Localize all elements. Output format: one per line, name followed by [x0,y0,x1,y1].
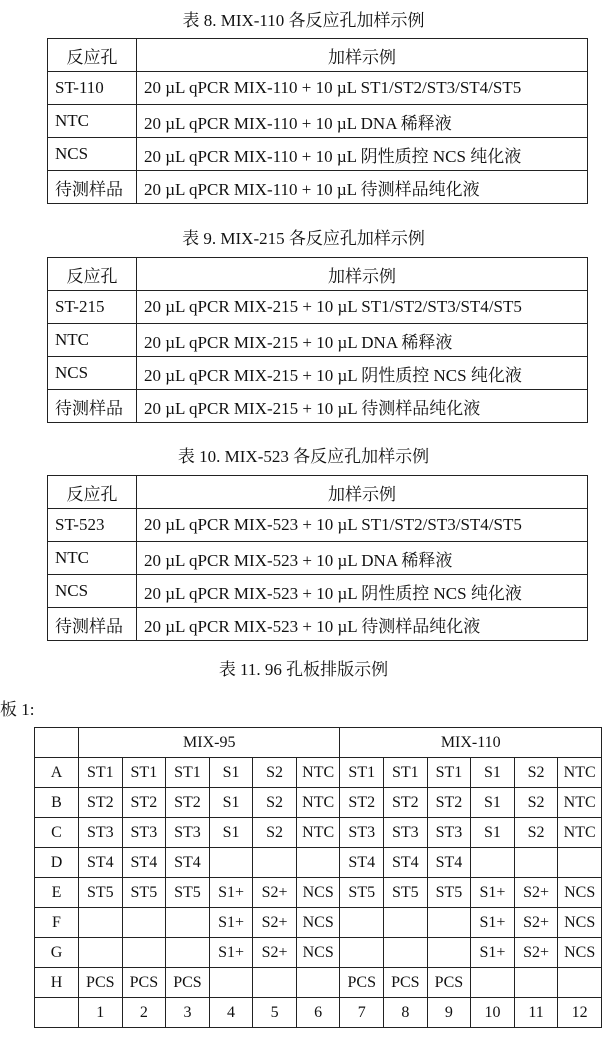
plate-well [340,938,384,968]
table-row [48,390,588,423]
plate-well: S2+ [514,878,558,908]
plate-well [558,968,602,998]
plate-well: ST5 [384,878,428,908]
table-9 [47,257,588,423]
plate-well: NCS [296,878,340,908]
plate-well: ST2 [340,788,384,818]
plate-well: ST4 [122,848,166,878]
example-cell: 20 µL qPCR MIX-110 + 10 µL 待测样品纯化液 [137,171,588,204]
plate-well [471,848,515,878]
plate-well [296,968,340,998]
plate-well: ST4 [384,848,428,878]
plate-column-number: 9 [427,998,471,1028]
well-cell: NTC [48,542,137,575]
plate-well: S1 [209,818,253,848]
header-well: 反应孔 [48,258,137,291]
plate-well: ST3 [427,818,471,848]
plate-well [79,908,123,938]
plate-well: NCS [558,908,602,938]
well-cell: ST-215 [48,291,137,324]
plate-row-label: A [35,758,79,788]
well-cell: 待测样品 [48,390,137,423]
plate-column-number: 6 [296,998,340,1028]
plate-well [296,848,340,878]
plate-well: S1+ [209,938,253,968]
plate-row [35,818,602,848]
plate-well: NCS [296,938,340,968]
plate-well: S1 [471,788,515,818]
plate-well: S2 [253,758,297,788]
plate-group-header-row [35,728,602,758]
table-row [48,509,588,542]
header-example: 加样示例 [137,258,588,291]
plate-column-number: 12 [558,998,602,1028]
table-row [48,72,588,105]
plate-well: S2+ [253,878,297,908]
plate-well [166,938,210,968]
well-cell: NTC [48,324,137,357]
plate-well: ST5 [79,878,123,908]
plate-well: S1+ [471,908,515,938]
table-8-caption: 表 8. MIX-110 各反应孔加样示例 [182,11,425,30]
plate-well: S2 [253,818,297,848]
plate-row [35,938,602,968]
plate-well: ST3 [384,818,428,848]
plate-well: PCS [122,968,166,998]
plate-well [558,848,602,878]
table-9-caption: 表 9. MIX-215 各反应孔加样示例 [182,229,425,248]
plate-layout-table [34,727,602,1028]
plate-well: NCS [558,938,602,968]
well-cell: ST-523 [48,509,137,542]
table-row [48,575,588,608]
plate-well: S1 [209,758,253,788]
plate-well: ST1 [384,758,428,788]
plate-well: ST1 [122,758,166,788]
example-cell: 20 µL qPCR MIX-215 + 10 µL DNA 稀释液 [137,324,588,357]
plate-well: ST3 [122,818,166,848]
plate-well [340,908,384,938]
plate-well: NTC [558,788,602,818]
plate-well: PCS [166,968,210,998]
plate-well [253,848,297,878]
plate-well: ST4 [79,848,123,878]
plate-row-label: G [35,938,79,968]
plate-row [35,758,602,788]
group-header-mix-95: MIX-95 [79,728,340,758]
plate-well: ST4 [166,848,210,878]
header-well: 反应孔 [48,39,137,72]
plate-well: S1+ [471,938,515,968]
plate-row-label: H [35,968,79,998]
plate-well [122,908,166,938]
plate-well: ST1 [79,758,123,788]
plate-well: S1+ [209,878,253,908]
plate-row-label: F [35,908,79,938]
plate-well: S1+ [209,908,253,938]
plate-well: ST2 [384,788,428,818]
plate-column-number-row [35,998,602,1028]
corner-cell [35,998,79,1028]
table-row [48,357,588,390]
plate-well: S1 [471,758,515,788]
plate-row-label: C [35,818,79,848]
corner-cell [35,728,79,758]
group-header-mix-110: MIX-110 [340,728,602,758]
example-cell: 20 µL qPCR MIX-523 + 10 µL ST1/ST2/ST3/ST4/ST5 [137,509,588,542]
plate-column-number: 11 [514,998,558,1028]
plate-column-number: 7 [340,998,384,1028]
table-row [48,138,588,171]
example-cell: 20 µL qPCR MIX-110 + 10 µL DNA 稀释液 [137,105,588,138]
plate-column-number: 10 [471,998,515,1028]
plate-well: ST1 [340,758,384,788]
plate-well: ST2 [122,788,166,818]
plate-well: S2+ [253,908,297,938]
plate-well: ST5 [427,878,471,908]
plate-label: 板 1: [0,700,35,719]
plate-well: ST1 [166,758,210,788]
table-10 [47,475,588,641]
plate-well: NCS [558,878,602,908]
plate-row-label: B [35,788,79,818]
header-well: 反应孔 [48,476,137,509]
table-row [48,105,588,138]
plate-well [79,938,123,968]
example-cell: 20 µL qPCR MIX-215 + 10 µL 阴性质控 NCS 纯化液 [137,357,588,390]
well-cell: NTC [48,105,137,138]
well-cell: NCS [48,575,137,608]
plate-well: ST2 [427,788,471,818]
plate-row-label: E [35,878,79,908]
plate-well: ST3 [166,818,210,848]
plate-well: S1+ [471,878,515,908]
plate-row [35,848,602,878]
table-row [48,542,588,575]
plate-well: PCS [79,968,123,998]
plate-well: S2 [514,818,558,848]
plate-well [514,968,558,998]
plate-column-number: 4 [209,998,253,1028]
plate-well: PCS [340,968,384,998]
plate-well: ST5 [122,878,166,908]
well-cell: NCS [48,357,137,390]
plate-column-number: 3 [166,998,210,1028]
plate-row [35,788,602,818]
example-cell: 20 µL qPCR MIX-110 + 10 µL 阴性质控 NCS 纯化液 [137,138,588,171]
plate-well [427,908,471,938]
plate-well: ST1 [427,758,471,788]
plate-well: NTC [558,818,602,848]
plate-well: S2 [514,788,558,818]
plate-well [253,968,297,998]
well-cell: ST-110 [48,72,137,105]
plate-well: ST5 [166,878,210,908]
plate-row [35,968,602,998]
plate-well [209,968,253,998]
plate-well: S2+ [514,908,558,938]
plate-well: S2 [253,788,297,818]
plate-well: ST3 [79,818,123,848]
plate-row [35,908,602,938]
header-example: 加样示例 [137,39,588,72]
plate-well: ST4 [340,848,384,878]
plate-column-number: 5 [253,998,297,1028]
plate-well [384,908,428,938]
plate-well [122,938,166,968]
plate-well [166,908,210,938]
table-row [48,608,588,641]
well-cell: 待测样品 [48,608,137,641]
table-11-caption: 表 11. 96 孔板排版示例 [218,660,389,679]
example-cell: 20 µL qPCR MIX-215 + 10 µL ST1/ST2/ST3/ST4/ST5 [137,291,588,324]
plate-well: ST2 [79,788,123,818]
plate-well: S1 [209,788,253,818]
header-example: 加样示例 [137,476,588,509]
plate-well [209,848,253,878]
plate-well: ST2 [166,788,210,818]
example-cell: 20 µL qPCR MIX-215 + 10 µL 待测样品纯化液 [137,390,588,423]
table-row [48,324,588,357]
plate-well: S2+ [514,938,558,968]
plate-well [427,938,471,968]
plate-well: NTC [296,788,340,818]
example-cell: 20 µL qPCR MIX-110 + 10 µL ST1/ST2/ST3/ST4/ST5 [137,72,588,105]
plate-row [35,878,602,908]
plate-well: NCS [296,908,340,938]
plate-well: S2 [514,758,558,788]
plate-well: NTC [296,818,340,848]
plate-well: PCS [384,968,428,998]
plate-row-label: D [35,848,79,878]
plate-well [384,938,428,968]
plate-well: S2+ [253,938,297,968]
plate-column-number: 1 [79,998,123,1028]
table-10-caption: 表 10. MIX-523 各反应孔加样示例 [177,447,430,466]
table-row [48,291,588,324]
plate-column-number: 2 [122,998,166,1028]
plate-well: PCS [427,968,471,998]
example-cell: 20 µL qPCR MIX-523 + 10 µL 阴性质控 NCS 纯化液 [137,575,588,608]
table-8 [47,38,588,204]
plate-well: ST4 [427,848,471,878]
example-cell: 20 µL qPCR MIX-523 + 10 µL DNA 稀释液 [137,542,588,575]
well-cell: 待测样品 [48,171,137,204]
example-cell: 20 µL qPCR MIX-523 + 10 µL 待测样品纯化液 [137,608,588,641]
table-row [48,171,588,204]
plate-well: ST3 [340,818,384,848]
plate-well [514,848,558,878]
well-cell: NCS [48,138,137,171]
plate-column-number: 8 [384,998,428,1028]
plate-well: ST5 [340,878,384,908]
plate-well: NTC [558,758,602,788]
plate-well: NTC [296,758,340,788]
plate-well [471,968,515,998]
plate-well: S1 [471,818,515,848]
